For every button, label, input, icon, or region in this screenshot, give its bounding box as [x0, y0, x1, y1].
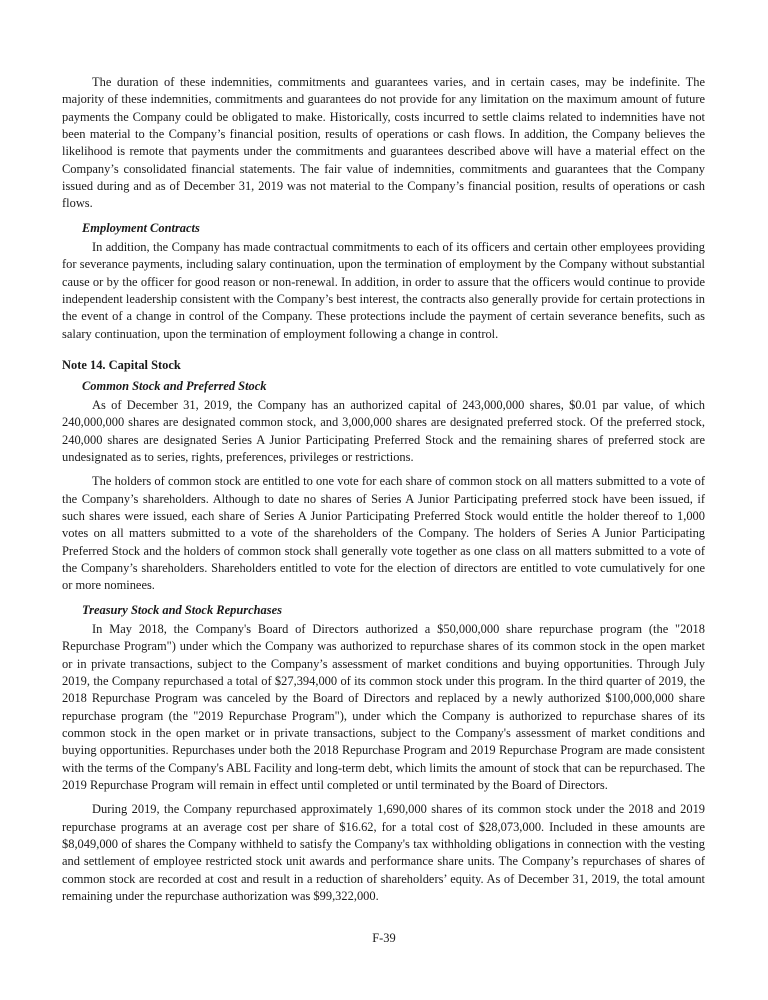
paragraph-employment-contracts: In addition, the Company has made contractual commitments to each of its officers and certain other employees providing for severance payments, including salary continuation, upon the termination of employment by the Company without substantial cause or by the officer for good reason or non-renewal. In addition, in order to assure that the officers would continue to provide independent leadership consistent with the Company’s best interest, the contracts also generally provide for certain protections in the event of a change in control of the Company. These protections include the payment of certain severance benefits, such as salary continuation, upon the termination of employment following a change in control.	[62, 240, 705, 341]
paragraph-repurchase-programs: In May 2018, the Company's Board of Directors authorized a $50,000,000 share repurchase program (the "2018 Repurchase Program") under which the Company was authorized to repurchase shares of its common stock in the open market or in private transactions, subject to the Company’s assessment of market conditions and buying opportunities. Through July 2019, the Company repurchased a total of $27,394,000 of its common stock under this program. In the third quarter of 2019, the 2018 Repurchase Program was canceled by the Board of Directors and replaced by a newly authorized $100,000,000 share repurchase program (the "2019 Repurchase Program"), under which the Company is authorized to repurchase shares of its common stock in the open market or in private transactions, subject to the Company's assessment of market conditions and buying opportunities. Repurchases under both the 2018 Repurchase Program and 2019 Repurchase Program are made consistent with the terms of the Company's ABL Facility and long-term debt, which limits the amount of stock that can be repurchased. The 2019 Repurchase Program will remain in effect until completed or until terminated by the Board of Directors.	[62, 621, 705, 793]
page-number: F-39	[372, 931, 396, 945]
heading-common-preferred-stock: Common Stock and Preferred Stock	[82, 378, 267, 393]
paragraph-authorized-capital: As of December 31, 2019, the Company has an authorized capital of 243,000,000 shares, $0.01 par value, of which 240,000,000 shares are designated common stock, and 3,000,000 shares are designated preferred stock. Of the preferred stock, 240,000 shares are designated Series A Junior Participating Preferred Stock and the remaining shares of preferred stock are undesignated as to series, rights, preferences, privileges or restrictions.	[62, 397, 705, 464]
paragraph-indemnities-duration: The duration of these indemnities, commitments and guarantees varies, and in certain cases, may be indefinite. The majority of these indemnities, commitments and guarantees do not provide for any limitation on the maximum amount of future payments the Company could be obligated to make. Historically, costs incurred to settle claims related to indemnities have not been material to the Company’s financial position, results of operations or cash flows. In addition, the Company believes the likelihood is remote that payments under the commitments and guarantees described above will have a material effect on the Company’s consolidated financial statements. The fair value of indemnities, commitments and guarantees that the Company issued during and as of December 31, 2019 was not material to the Company’s financial position, results of operations or cash flows.	[62, 75, 705, 211]
heading-treasury-stock: Treasury Stock and Stock Repurchases	[82, 602, 282, 617]
heading-note-14: Note 14. Capital Stock	[62, 358, 181, 373]
paragraph-voting-rights: The holders of common stock are entitled to one vote for each share of common stock on all matters submitted to a vote of the Company’s shareholders. Although to date no shares of Series A Junior Participating preferred stock have been issued, if such shares were issued, each share of Series A Junior Participating Preferred Stock would entitle the holder thereof to 1,000 votes on all matters submitted to a vote of the shareholders of the Company. The holders of Series A Junior Participating Preferred Stock and the holders of common stock shall generally vote together as one class on all matters submitted to a vote of the Company’s shareholders. Shareholders entitled to vote for the election of directors are entitled to vote cumulatively for one or more nominees.	[62, 474, 705, 593]
heading-employment-contracts: Employment Contracts	[82, 220, 200, 235]
document-page	[62, 74, 705, 905]
paragraph-repurchases-2019: During 2019, the Company repurchased approximately 1,690,000 shares of its common stock under the 2018 and 2019 repurchase programs at an average cost per share of $16.62, for a total cost of $28,073,000. Included in these amounts are $8,049,000 of shares the Company withheld to satisfy the Company's tax withholding obligations in connection with the vesting and settlement of employee restricted stock unit awards and performance share units. The Company’s repurchases of shares of common stock are recorded at cost and result in a reduction of shareholders’ equity. As of December 31, 2019, the total amount remaining under the repurchase authorization was $99,322,000.	[62, 802, 705, 904]
